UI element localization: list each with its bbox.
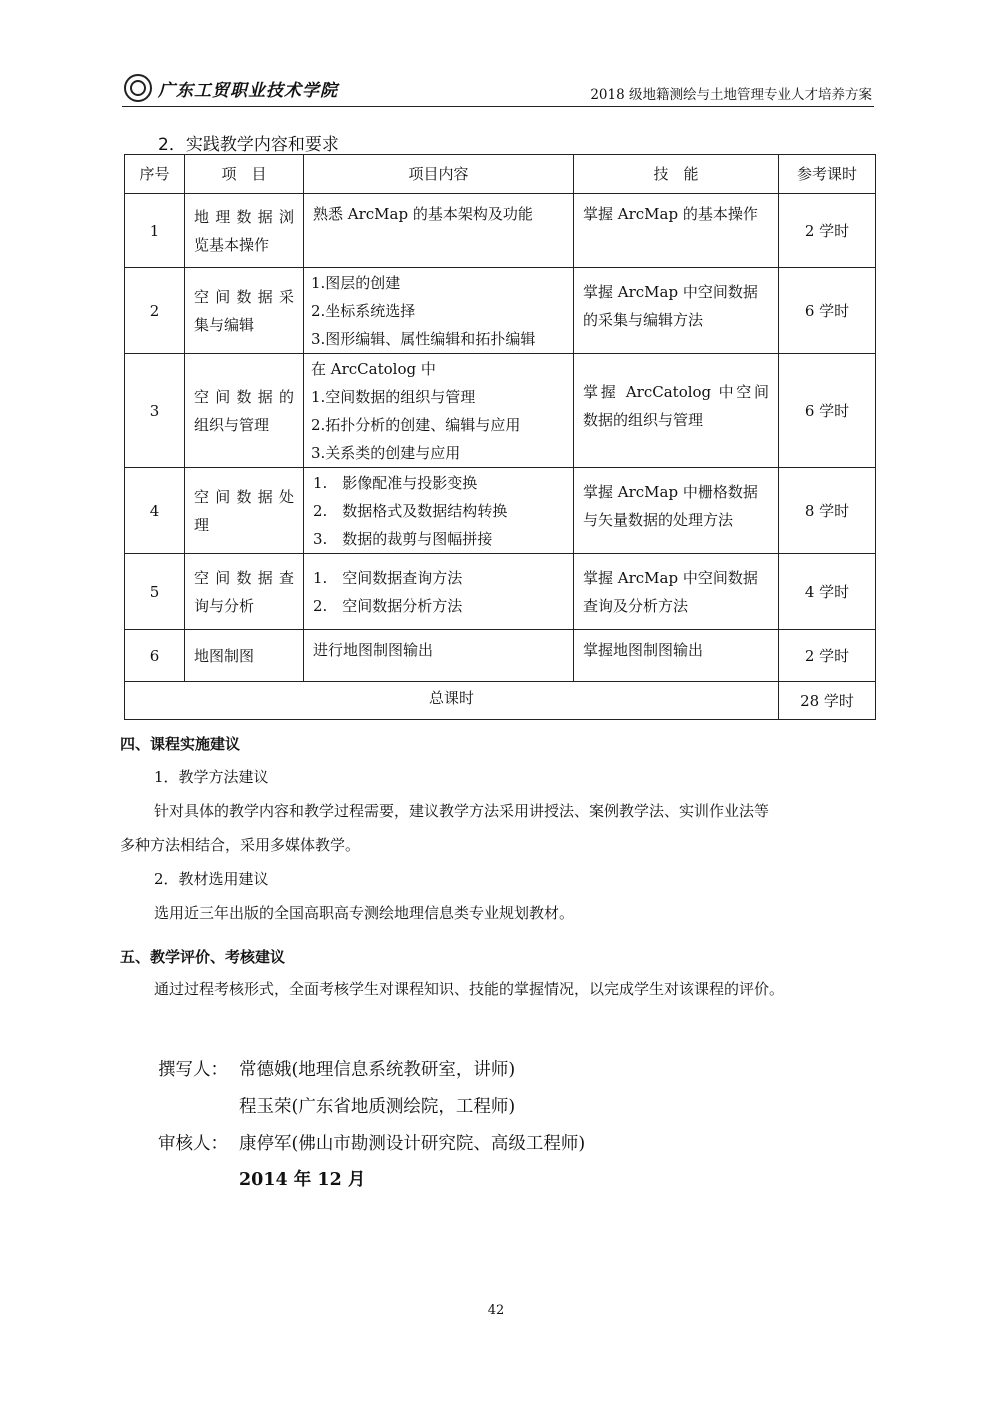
section4-para2: 选用近三年出版的全国高职高专测绘地理信息类专业规划教材。 [154,904,575,922]
row-skill: 掌握 ArcMap 中空间数据 的采集与编辑方法 [574,268,779,354]
row-content: 进行地图制图输出 [304,630,574,682]
practice-section-title: 2．实践教学内容和要求 [158,135,339,155]
section4-para1-line2: 多种方法相结合，采用多媒体教学。 [120,836,361,854]
school-seal-icon [124,74,152,102]
section4-sub1: 1．教学方法建议 [154,768,269,786]
writer2: 程玉荣(广东省地质测绘院，工程师) [239,1097,516,1117]
row-content: 1. 影像配准与投影变换 2. 数据格式及数据结构转换 3. 数据的裁剪与图幅拼接 [304,468,574,554]
row-project: 空 间 数 据 采 集与编辑 [185,268,304,354]
row-project: 空 间 数 据 处 理 [185,468,304,554]
table-row [125,194,876,268]
section4-para1-line1: 针对具体的教学内容和教学过程需要，建议教学方法采用讲授法、案例教学法、实训作业法等 [154,802,770,820]
table-row [125,468,876,554]
row-content: 1.图层的创建 2.坐标系统选择 3.图形编辑、属性编辑和拓扑编辑 [304,268,574,354]
row-content: 在 ArcCatolog 中 1.空间数据的组织与管理 2.拓扑分析的创建、编辑与应用 3.关系类的创建与应用 [304,354,574,468]
page-number: 42 [487,1303,505,1318]
row-num: 6 [125,630,185,682]
header-num: 序号 [125,155,185,194]
sign-date: 2014 年 12 月 [239,1170,366,1190]
school-name: 广东工贸职业技术学院 [158,80,338,101]
reviewer: 康停军(佛山市勘测设计研究院、高级工程师) [239,1134,586,1154]
row-skill: 掌握地图制图输出 [574,630,779,682]
row-skill: 掌握 ArcMap 中栅格数据 与矢量数据的处理方法 [574,468,779,554]
row-hours: 4 学时 [779,554,876,630]
table-row [125,630,876,682]
page-header [122,72,874,107]
row-num: 4 [125,468,185,554]
row-num: 2 [125,268,185,354]
header-skill: 技 能 [574,155,779,194]
writer-label: 撰写人： [158,1060,228,1080]
table-row [125,268,876,354]
row-skill: 掌握 ArcMap 中空间数据 查询及分析方法 [574,554,779,630]
section4-heading: 四、课程实施建议 [120,735,241,753]
section5-para: 通过过程考核形式，全面考核学生对课程知识、技能的掌握情况，以完成学生对该课程的评价。 [154,980,785,998]
table-row [125,354,876,468]
row-hours: 8 学时 [779,468,876,554]
row-hours: 6 学时 [779,268,876,354]
table-row [125,554,876,630]
header-hours: 参考课时 [779,155,876,194]
row-skill: 掌握 ArcCatolog 中空间 数据的组织与管理 [574,354,779,468]
row-hours: 2 学时 [779,630,876,682]
writer1: 常德娥(地理信息系统教研室，讲师) [239,1060,516,1080]
program-title: 2018 级地籍测绘与土地管理专业人才培养方案 [590,87,872,103]
total-hours: 28 学时 [779,682,876,720]
table-total-row [125,682,876,720]
row-num: 1 [125,194,185,268]
table-header-row [125,155,876,194]
row-num: 5 [125,554,185,630]
section5-heading: 五、教学评价、考核建议 [120,948,286,966]
row-project: 地图制图 [185,630,304,682]
practice-table [124,154,876,720]
row-project: 空 间 数 据 查 询与分析 [185,554,304,630]
header-project: 项 目 [185,155,304,194]
header-content: 项目内容 [304,155,574,194]
section4-sub2: 2．教材选用建议 [154,870,269,888]
row-hours: 2 学时 [779,194,876,268]
reviewer-label: 审核人： [158,1134,228,1154]
school-logo [124,74,338,102]
row-skill: 掌握 ArcMap 的基本操作 [574,194,779,268]
row-project: 地 理 数 据 浏 览基本操作 [185,194,304,268]
row-content: 熟悉 ArcMap 的基本架构及功能 [304,194,574,268]
row-project: 空 间 数 据 的 组织与管理 [185,354,304,468]
row-hours: 6 学时 [779,354,876,468]
row-num: 3 [125,354,185,468]
total-label: 总课时 [125,682,779,720]
row-content: 1. 空间数据查询方法 2. 空间数据分析方法 [304,554,574,630]
